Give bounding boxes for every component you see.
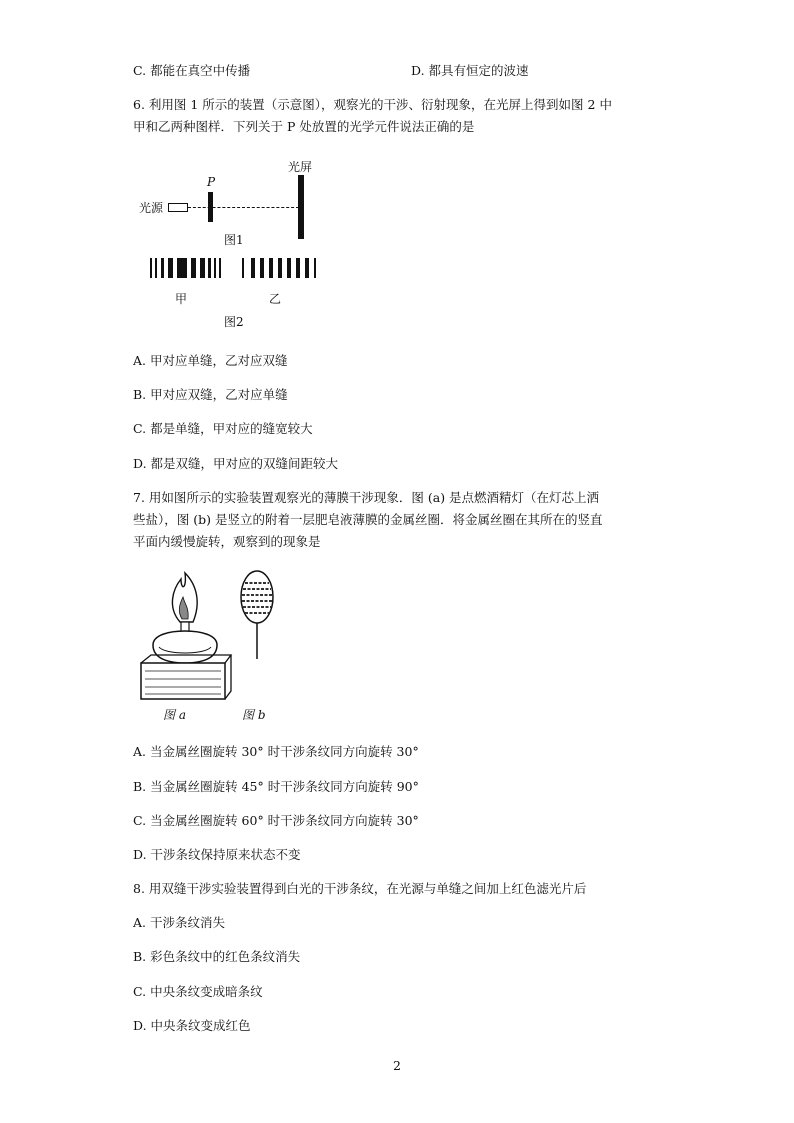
figure-b-caption: 图 b [242, 708, 266, 722]
screen-label: 光屏 [288, 160, 313, 174]
light-source-box [168, 203, 188, 212]
pattern-yi-label: 乙 [269, 292, 282, 306]
q7-option-a: A. 当金属丝圈旋转 30° 时干涉条纹同方向旋转 30° [133, 744, 419, 759]
q8-option-d: D. 中央条纹变成红色 [133, 1018, 251, 1033]
q5-option-d: D. 都具有恒定的波速 [411, 63, 529, 78]
q6-figure [135, 155, 335, 335]
lamp-body [153, 631, 217, 663]
wire-loop [241, 571, 273, 623]
pattern-yi [242, 258, 316, 278]
q7-figure [135, 567, 295, 727]
q7-option-d: D. 干涉条纹保持原来状态不变 [133, 847, 301, 862]
q7-stem-line3: 平面内缓慢旋转，观察到的现象是 [133, 534, 321, 549]
q6-stem-line1: 6. 利用图 1 所示的装置（示意图），观察光的干涉、衍射现象，在光屏上得到如图 2 中 [133, 97, 612, 112]
q7-option-c: C. 当金属丝圈旋转 60° 时干涉条纹同方向旋转 30° [133, 813, 419, 828]
q6-option-a: A. 甲对应单缝，乙对应双缝 [133, 353, 288, 368]
q7-option-b: B. 当金属丝圈旋转 45° 时干涉条纹同方向旋转 90° [133, 779, 419, 794]
q8-option-b: B. 彩色条纹中的红色条纹消失 [133, 949, 301, 964]
q8-option-a: A. 干涉条纹消失 [133, 915, 225, 930]
q6-option-c: C. 都是单缝，甲对应的缝宽较大 [133, 421, 313, 436]
figure-a-caption: 图 a [163, 708, 186, 722]
optical-axis-line [188, 207, 299, 208]
q5-option-c: C. 都能在真空中传播 [133, 63, 251, 78]
q7-stem-line1: 7. 用如图所示的实验装置观察光的薄膜干涉现象．图 (a) 是点燃酒精灯（在灯芯上洒 [133, 490, 600, 505]
q8-option-c: C. 中央条纹变成暗条纹 [133, 984, 263, 999]
page-number: 2 [393, 1058, 401, 1073]
light-screen [298, 175, 304, 239]
pattern-jia [150, 258, 222, 278]
pattern-jia-label: 甲 [175, 292, 188, 306]
q6-option-d: D. 都是双缝，甲对应的双缝间距较大 [133, 456, 339, 471]
q8-stem: 8. 用双缝干涉实验装置得到白光的干涉条纹，在光源与单缝之间加上红色滤光片后 [133, 881, 587, 896]
p-element [208, 192, 213, 222]
alcohol-lamp-and-wire-loop-drawing [135, 567, 295, 702]
figure2-caption: 图2 [224, 315, 244, 329]
q6-stem-line2: 甲和乙两种图样．下列关于 P 处放置的光学元件说法正确的是 [133, 119, 475, 134]
q7-stem-line2: 些盐），图 (b) 是竖立的附着一层肥皂液薄膜的金属丝圈．将金属丝圈在其所在的竖直 [133, 512, 603, 527]
figure1-caption: 图1 [224, 233, 244, 247]
p-label: P [207, 175, 216, 189]
q6-option-b: B. 甲对应双缝，乙对应单缝 [133, 387, 288, 402]
light-source-label: 光源 [139, 201, 164, 215]
